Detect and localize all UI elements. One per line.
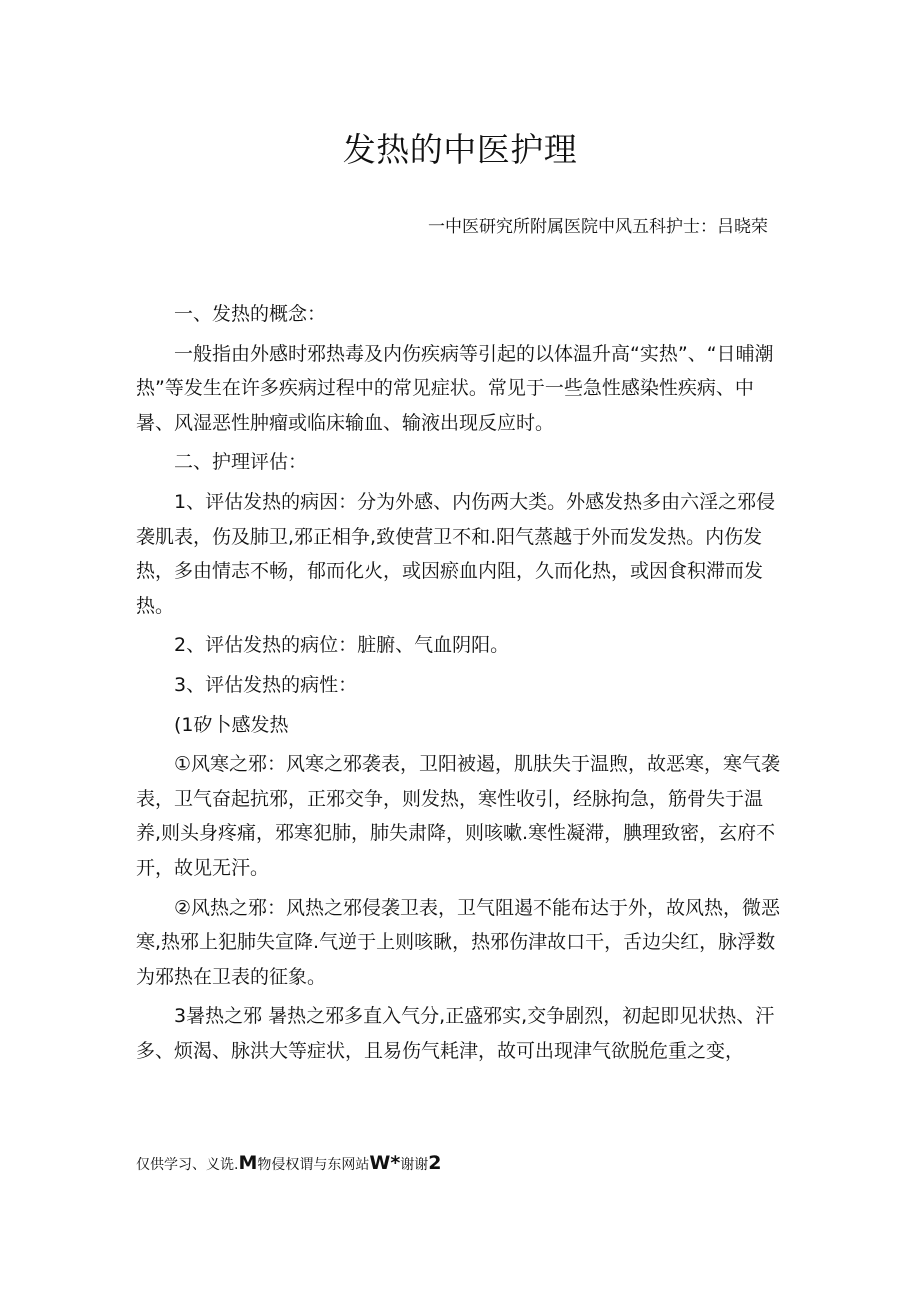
footer-text-3: 物侵权谓与东网站: [257, 1157, 370, 1173]
paragraph-concept: 一般指由外感时邪热毒及内伤疾病等引起的以体温升高“实热”、“日晡潮热”等发生在许多疾病过程中的常见症状。常见于一些急性感染性疾病、中暑、风湿恶性肿瘤或临床输血、输液出现反应时。: [136, 342, 774, 434]
footer-text-5: 谢谢: [400, 1157, 429, 1173]
document-body: [136, 297, 784, 1068]
paragraph-cause: 1、评估发热的病因：分为外感、内伤两大类。外感发热多由六淫之邪侵袭肌表，伤及肺卫,邪正相争,致使营卫不和.阳气蒸越于外而发发热。内伤发热，多由情志不畅，郁而化火，或因瘀血内阻，久而化热，或因食积滞而发热。: [136, 490, 776, 617]
document-title: 发热的中医护理: [342, 130, 578, 169]
paragraph-nature: 3、评估发热的病性：: [174, 673, 358, 696]
footer-text-4: W*: [369, 1152, 401, 1174]
footer-text-1: 仅供学习、义诜.: [136, 1157, 239, 1173]
paragraph-wind-cold: ①风寒之邪：风寒之邪袭表，卫阳被遏，肌肤失于温煦，故恶寒，寒气袭表，卫气奋起抗邪，正邪交争，则发热，寒性收引，经脉拘急，筋骨失于温养,则头身疼痛，邪寒犯肺，肺失肃降，则咳嗽.寒性凝滞，腆理致密，玄府不开，故见无汗。: [136, 753, 781, 879]
author-byline: 一中医研究所附属医院中风五科护士：吕晓荣: [428, 217, 768, 237]
subheading-external-fever: (1矽卜感发热: [174, 713, 289, 736]
paragraph-wind-heat: ②风热之邪：风热之邪侵袭卫表，卫气阻遏不能布达于外，故风热，微恶寒,热邪上犯肺失宣降.气逆于上则咳瞅，热邪伤津故口干，舌边尖红，脉浮数为邪热在卫表的征象。: [136, 896, 781, 988]
footer-text-2: M: [238, 1152, 258, 1174]
paragraph-summer-heat: 3暑热之邪 暑热之邪多直入气分,正盛邪实,交争剧烈，初起即见状热、汗多、烦渴、脉洪大等症状，且易伤气耗津，故可出现津气欲脱危重之变，: [136, 1005, 775, 1062]
page-number: 2: [428, 1152, 442, 1174]
paragraph-location: 2、评估发热的病位：脏腑、气血阴阳。: [174, 634, 510, 657]
page-footer: [136, 1152, 442, 1176]
section-heading-assessment: 二、护理评估：: [174, 451, 308, 474]
section-heading-concept: 一、发热的概念：: [174, 303, 327, 325]
